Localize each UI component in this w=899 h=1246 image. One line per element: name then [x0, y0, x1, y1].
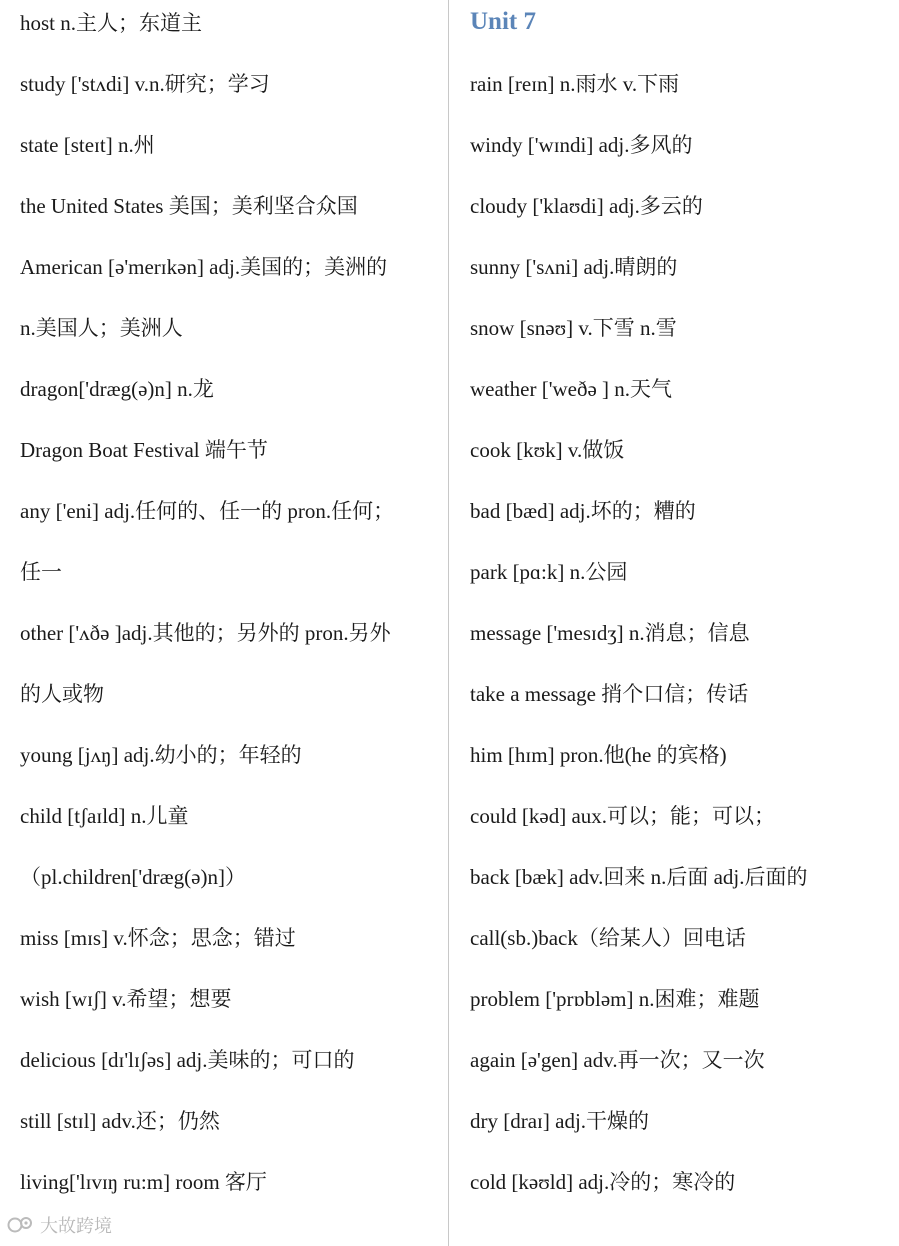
vocab-entry: still [stɪl] adv.还；仍然: [20, 1109, 220, 1133]
vocab-entry: again [ə'gen] adv.再一次；又一次: [470, 1048, 765, 1072]
vocab-entry: child [tʃaɪld] n.儿童: [20, 804, 189, 828]
vocab-entry: 任一: [20, 560, 62, 584]
vocab-entry: windy ['wɪndi] adj.多风的: [470, 133, 693, 157]
vocab-entry: living['lɪvɪŋ ru:m] room 客厅: [20, 1170, 267, 1194]
vocab-entry: could [kəd] aux.可以；能；可以；: [470, 804, 776, 828]
vocab-entry: dragon['dræg(ə)n] n.龙: [20, 377, 214, 401]
unit-title: Unit 7: [470, 8, 536, 35]
vocab-entry: cloudy ['klaʊdi] adj.多云的: [470, 194, 703, 218]
vocab-entry: young [jʌŋ] adj.幼小的；年轻的: [20, 743, 302, 767]
vocab-entry: wish [wɪʃ] v.希望；想要: [20, 987, 232, 1011]
vocab-entry: weather ['weðə ] n.天气: [470, 377, 673, 401]
vocab-entry: other ['ʌðə ]adj.其他的；另外的 pron.另外: [20, 621, 391, 645]
vocab-entry: any ['eni] adj.任何的、任一的 pron.任何；: [20, 499, 395, 523]
vocab-entry: 的人或物: [20, 682, 104, 706]
vocab-entry: host n.主人；东道主: [20, 11, 203, 35]
vocab-entry: miss [mɪs] v.怀念；思念；错过: [20, 926, 296, 950]
vocab-entry: sunny ['sʌni] adj.晴朗的: [470, 255, 678, 279]
vocab-entry: message ['mesɪdʒ] n.消息；信息: [470, 621, 750, 645]
logo-icon: [6, 1214, 36, 1236]
vocab-entry: rain [reɪn] n.雨水 v.下雨: [470, 72, 680, 96]
vocab-entry: American [ə'merɪkən] adj.美国的；美洲的: [20, 255, 388, 279]
vocab-entry: him [hɪm] pron.他(he 的宾格): [470, 743, 727, 767]
vocab-entry: state [steɪt] n.州: [20, 133, 155, 157]
vocab-entry: cold [kəʊld] adj.冷的；寒冷的: [470, 1170, 736, 1194]
vocab-entry: n.美国人；美洲人: [20, 316, 183, 340]
vocab-entry: Dragon Boat Festival 端午节: [20, 438, 268, 462]
vocab-entry: study ['stʌdi] v.n.研究；学习: [20, 72, 270, 96]
vocab-entry: （pl.children['dræg(ə)n]）: [20, 865, 246, 889]
vocab-entry: problem ['prɒbləm] n.困难；难题: [470, 987, 760, 1011]
vocab-entry: take a message 捎个口信；传话: [470, 682, 749, 706]
vocab-entry: dry [draɪ] adj.干燥的: [470, 1109, 650, 1133]
vocab-entry: park [pɑ:k] n.公园: [470, 560, 628, 584]
vocab-entry: delicious [dɪ'lɪʃəs] adj.美味的；可口的: [20, 1048, 355, 1072]
vocab-entry: bad [bæd] adj.坏的；糟的: [470, 499, 696, 523]
vocab-entry: the United States 美国；美利坚合众国: [20, 194, 358, 218]
watermark-text: 大故跨境: [40, 1216, 112, 1237]
vocab-entry: back [bæk] adv.回来 n.后面 adj.后面的: [470, 865, 808, 889]
column-divider: [448, 0, 449, 1246]
watermark: [6, 1212, 112, 1238]
vocab-entry: snow [snəʊ] v.下雪 n.雪: [470, 316, 677, 340]
vocab-entry: cook [kʊk] v.做饭: [470, 438, 625, 462]
vocab-entry: call(sb.)back（给某人）回电话: [470, 926, 746, 950]
